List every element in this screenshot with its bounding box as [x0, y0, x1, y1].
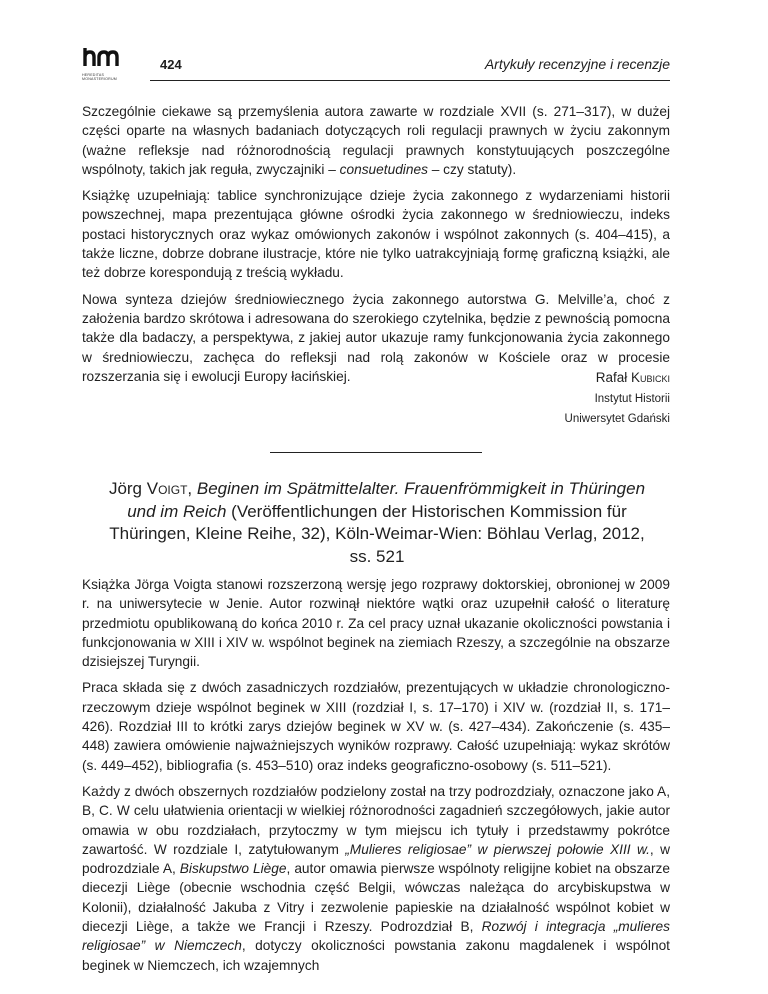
section-divider [270, 452, 482, 453]
review2-paragraph-2: Praca składa się z dwóch zasadniczych rozdziałów, prezentujących w układzie chronologiczno-rzeczowym dzieje wspólnot beginek w XIII (rozdział I, s. 17–170) i XIV w. (rozdział II, s. 171–426). Rozdział III to krótki zarys dziejów beginek w XV w. (s. 427–434). Zakończenie (s. 435–448) zawiera omówienie najważniejszych wyników rozprawy. Całość uzupełniają: wykaz skrótów (s. 449–452), bibliografia (s. 453–510) oraz indeks geograficzno-osobowy (s. 511–521). [82, 680, 670, 773]
review2-paragraph-1: Książka Jörga Voigta stanowi rozszerzoną wersję jego rozprawy doktorskiej, obronionej w 2009 r. na uniwersytecie w Jenie. Autor rozwinął niektóre wątki oraz uzupełnił całość o literaturę przedmiotu opublikowaną do końca 2010 r. Za cel pracy uznał ukazanie okoliczności powstania i funkcjonowania w XIII i XIV w. wspólnot beginek na ziemiach Rzeszy, a szczególnie na obszarze dzisiejszej Turyngii. [82, 577, 670, 670]
journal-logo-icon [82, 46, 126, 70]
review2-paragraph-3: Każdy z dwóch obszernych rozdziałów podzielony został na trzy podrozdziały, oznaczone jako A, B, C. W celu ułatwienia orientacji w wielkiej różnorodności zagadnień szczegółowych, jakie autor omawia w obu rozdziałach, przytoczmy w tym miejscu ich tytuły i przedstawmy pokrótce zawartość. W rozdziale I, zatytułowanym „Mulieres religiosae” w pierwszej połowie XIII w., w podrozdziale A, Biskupstwo Liège, autor omawia pierwsze wspólnoty religijne kobiet na obszarze diecezji Liège (obecnie wschodnia część Belgii, wówczas należąca do arcybiskupstwa w Kolonii), działalność Jakuba z Vitry i zezwolenie papieskie na działalność wspólnot kobiet w diecezji Liège, a także we Francji i Rzeszy. Podrozdział B, Rozwój i integracja „mulieres religiosae” w Niemczech, dotyczy okoliczności powstania zakonu magdalenek i wspólnot beginek w Niemczech, ich wzajemnych [82, 783, 670, 973]
reviewer-name: Rafał Kubicki [595, 370, 670, 385]
review1-paragraph-1: Szczególnie ciekawe są przemyślenia autora zawarte w rozdziale XVII (s. 271–317), w dużej części oparte na własnych badaniach dotyczących roli regulacji prawnych w życiu zakonnym (ważne refleksje nad różnorodnością regulacji prawnych konstytuujących poszczególne wspólnoty, takich jak reguła, zwyczajniki – consuetudines – czy statuty). [82, 104, 670, 177]
review2-body [82, 575, 670, 982]
review-title: Jörg Voigt, Beginen im Spätmittelalter. Frauenfrömmigkeit in Thüringen und im Reich (Veröffentlichungen der Historischen Kommission für Thüringen, Kleine Reihe, 32), Köln-Weimar-Wien: Böhlau Verlag, 2012, ss. 521 [108, 479, 646, 566]
reviewer-university: Uniwersytet Gdański [564, 413, 670, 425]
page-number: 424 [160, 57, 182, 72]
journal-logo-subtext: HEREDITAS MONASTERIORUM [82, 73, 117, 81]
reviewer-institute: Instytut Historii [594, 393, 670, 405]
review1-body [82, 102, 670, 393]
running-head: Artykuły recenzyjne i recenzje [484, 56, 670, 72]
review1-paragraph-3: Nowa synteza dziejów średniowiecznego życia zakonnego autorstwa G. Melville’a, choć z założenia bardzo skrótowa i adresowana do szerokiego czytelnika, będzie z pewnością pomocna także dla badaczy, a perspektywa, z jakiej autor ukazuje ramy funkcjonowania życia zakonnego w średniowieczu, zachęca do refleksji nad rolą zakonów w Kościele oraz w procesie rozszerzania się i ewolucji Europy łacińskiej. [82, 291, 670, 384]
header-rule [150, 80, 670, 81]
review1-paragraph-2: Książkę uzupełniają: tablice synchronizujące dzieje życia zakonnego z wydarzeniami historii powszechnej, mapa prezentująca główne ośrodki życia zakonnego w średniowieczu, indeks postaci historycznych oraz wykaz omówionych zakonów i wspólnot zakonnych (s. 404–415), a także liczne, dobrze dobrane ilustracje, które nie tylko uatrakcyjniają formę graficzną książki, ale też dobrze korespondują z treścią wykładu. [82, 188, 670, 281]
